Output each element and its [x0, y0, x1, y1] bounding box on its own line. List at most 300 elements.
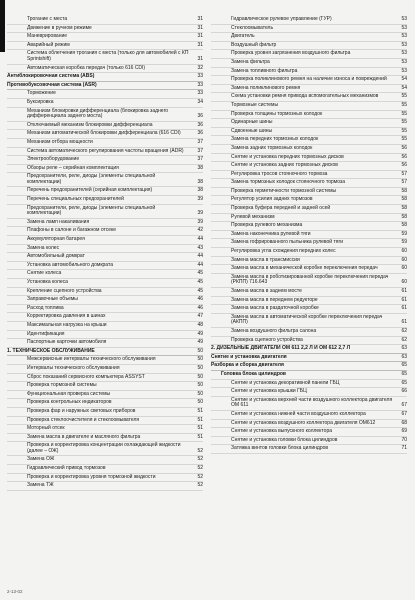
toc-entry-page: 53	[401, 24, 407, 31]
toc-entry-title: Автоматическая коробка передач (только 616 CDI)	[27, 64, 146, 71]
toc-entry-page: 38	[197, 187, 203, 194]
toc-entry-title: Отключаемый механизм блокировки дифференциала	[27, 121, 153, 128]
toc-entry	[7, 196, 203, 205]
toc-entry-title: Замена передних тормозных колодок	[231, 136, 319, 143]
toc-entry	[7, 227, 203, 236]
toc-entry	[7, 262, 203, 271]
toc-entry-page: 55	[401, 136, 407, 143]
toc-entry-title: Регулировка тросов стояночного тормоза	[231, 170, 328, 177]
toc-entry-page: 70	[401, 436, 407, 443]
toc-entry	[211, 16, 407, 25]
toc-entry-page: 66	[401, 388, 407, 395]
toc-entry	[7, 348, 203, 357]
toc-entry-title: Противобуксовочная система (ASR)	[7, 81, 97, 88]
toc-entry-title: Тормозные системы	[231, 101, 279, 108]
toc-entry-title: Интервалы технического обслуживания	[27, 364, 120, 371]
toc-entry-title: Проверка и корректировка уровня тормозной жидкости	[27, 473, 156, 480]
toc-entry-page: 45	[197, 287, 203, 294]
toc-entry-title: Функциональная проверка системы	[27, 390, 111, 397]
toc-entry-page: 33	[197, 81, 203, 88]
toc-entry-title: Проверка толщины тормозных колодок	[231, 110, 323, 117]
toc-entry-title: Проверка стеклоочистителя и стеклоомывателя	[27, 416, 140, 423]
toc-entry-page: 53	[401, 16, 407, 22]
toc-entry-title: Головка блока цилиндров	[221, 370, 286, 377]
toc-entry-title: Проверка фар и наружных световых приборов	[27, 407, 136, 414]
toc-entry-title: Крепление сцепного устройства	[27, 287, 102, 294]
toc-entry-page: 37	[197, 156, 203, 163]
toc-entry-title: Плафоны в салоне и багажном отсеке	[27, 227, 117, 234]
toc-entry-page: 51	[197, 433, 203, 440]
toc-entry	[211, 362, 407, 371]
toc-entry-title: Замена фильтра	[231, 58, 270, 65]
toc-entry-page: 55	[401, 93, 407, 100]
toc-entry-page: 67	[401, 402, 407, 409]
toc-entry	[7, 391, 203, 400]
toc-entry-title: Снятие и установка нижней части воздушного коллектора	[231, 410, 366, 417]
toc-entry-title: Замена масла в автоматической коробке переключения передач (АКПП)	[231, 313, 383, 326]
toc-entry-title: Гидравлическое рулевое управление (ГУР)	[231, 16, 332, 22]
toc-entry	[7, 382, 203, 391]
toc-entry	[7, 156, 203, 165]
toc-entry-title: Замена тормозных колодок стояночного тормоза	[231, 179, 345, 186]
toc-entry-title: Двигатель	[231, 33, 255, 40]
toc-entry-page: 33	[197, 73, 203, 80]
toc-entry	[7, 305, 203, 314]
toc-entry-title: Обзоры реле – серийная комплектация	[27, 164, 119, 171]
toc-entry	[7, 339, 203, 348]
toc-entry-page: 58	[401, 205, 407, 212]
toc-entry-page: 58	[401, 187, 407, 194]
toc-entry-page: 39	[197, 196, 203, 203]
toc-entry	[211, 411, 407, 420]
toc-entry-title: Корректировка давления в шинах	[27, 313, 106, 320]
toc-entry-page: 52	[197, 456, 203, 463]
toc-entry-page: 67	[401, 410, 407, 417]
toc-entry-title: Замена масла в переднем редукторе	[231, 296, 318, 303]
toc-entry	[7, 482, 203, 491]
toc-entry	[7, 417, 203, 426]
toc-entry-page: 52	[197, 447, 203, 454]
toc-entry	[211, 196, 407, 205]
toc-entry-page: 53	[401, 67, 407, 74]
toc-entry-page: 52	[197, 482, 203, 489]
toc-entry-title: Стеклоомыватель	[231, 24, 274, 31]
toc-entry-title: Одинарные шины	[231, 119, 273, 126]
toc-entry-page: 55	[401, 110, 407, 117]
toc-entry-page: 59	[401, 239, 407, 246]
toc-entry-title: Моторный отсек	[27, 425, 65, 432]
toc-entry-page: 53	[401, 41, 407, 48]
toc-entry-page: 57	[401, 170, 407, 177]
toc-entry-page: 51	[197, 416, 203, 423]
toc-entry	[211, 59, 407, 68]
toc-entry	[7, 236, 203, 245]
toc-entry-page: 60	[401, 248, 407, 255]
toc-entry-page: 56	[401, 144, 407, 151]
toc-entry-title: Замена задних тормозных колодок	[231, 144, 313, 151]
toc-entry	[7, 322, 203, 331]
toc-entry-page: 44	[197, 236, 203, 243]
toc-entry-title: Проверка герметичности тормозной системы	[231, 187, 337, 194]
toc-entry-page: 46	[197, 296, 203, 303]
toc-entry-title: Замена масла в заднем мосте	[231, 288, 302, 294]
toc-entry-title: Антиблокировочная система (ABS)	[7, 73, 95, 80]
toc-entry	[211, 111, 407, 120]
toc-entry	[211, 337, 407, 346]
toc-entry-title: Аварийный режим	[27, 41, 70, 48]
toc-entry	[211, 102, 407, 111]
toc-entry-title: Снятие и установка передних тормозных дисков	[231, 153, 344, 160]
toc-entry	[211, 239, 407, 248]
toc-entry-title: Идентификация	[27, 330, 65, 337]
toc-entry-title: Механизм автоматической блокировки дифференциала (616 CDI)	[27, 130, 181, 137]
toc-entry-title: Проверка рулевого механизма	[231, 222, 303, 229]
toc-entry	[211, 128, 407, 137]
toc-entry-page: 37	[197, 138, 203, 145]
toc-entry	[7, 82, 203, 91]
toc-entry-page: 37	[197, 147, 203, 154]
toc-entry	[211, 50, 407, 59]
toc-entry-page: 62	[401, 327, 407, 334]
toc-entry-title: Замена ТЖ	[27, 482, 54, 489]
toc-entry-title: Схема установки ремня привода вспомогательных механизмов	[231, 93, 379, 100]
toc-entry-title: Движение в ручном режиме	[27, 24, 92, 31]
toc-entry-page: 65	[401, 370, 407, 377]
toc-entry-page: 36	[197, 121, 203, 128]
toc-entry-page: 68	[401, 419, 407, 426]
toc-entry-page: 38	[197, 164, 203, 171]
toc-entry	[211, 371, 407, 380]
toc-entry	[211, 297, 407, 306]
toc-entry-title: Проверка сцепного устройства	[231, 336, 303, 343]
toc-entry	[211, 222, 407, 231]
toc-entry	[7, 173, 203, 187]
toc-entry-title: 2. ДИЗЕЛЬНЫЕ ДВИГАТЕЛИ ОМ 611 2,2 Л И ОМ 612 2,7 Л	[211, 345, 351, 352]
toc-entry-title: Электрооборудование	[27, 156, 80, 163]
toc-entry-title: Проверка поликлинового ремня на наличие износа и повреждений	[231, 76, 387, 83]
toc-entry	[7, 219, 203, 228]
toc-entry	[211, 33, 407, 42]
toc-entry-page: 60	[401, 256, 407, 263]
toc-entry-page: 58	[401, 196, 407, 203]
toc-right-column	[211, 16, 407, 454]
toc-entry	[7, 108, 203, 122]
toc-entry	[211, 162, 407, 171]
toc-entry-title: Снятие и установка головки блока цилиндров	[231, 436, 338, 443]
toc-entry-page: 65	[401, 379, 407, 386]
toc-entry-title: Буксировка	[27, 98, 54, 105]
toc-entry	[7, 130, 203, 139]
toc-entry	[211, 136, 407, 145]
toc-entry-title: Проверка контрольных индикаторов	[27, 399, 112, 406]
toc-entry	[7, 434, 203, 443]
toc-entry-page: 51	[197, 407, 203, 414]
toc-entry	[7, 33, 203, 42]
toc-entry-title: Замена масла в двигателе и масляного фильтра	[27, 433, 141, 440]
toc-entry-title: Торможение	[27, 90, 56, 97]
toc-entry	[7, 16, 203, 25]
toc-entry-page: 58	[401, 222, 407, 229]
toc-entry	[211, 188, 407, 197]
toc-entry-title: Аккумуляторная батарея	[27, 236, 85, 243]
toc-entry	[211, 397, 407, 411]
toc-entry-title: Гидравлический привод тормозов	[27, 465, 106, 472]
toc-entry	[7, 187, 203, 196]
toc-entry-page: 52	[197, 473, 203, 480]
toc-entry	[7, 425, 203, 434]
toc-entry	[7, 442, 203, 456]
toc-entry-page: 31	[197, 41, 203, 48]
toc-entry-title: 1. ТЕХНИЧЕСКОЕ ОБСЛУЖИВАНИЕ	[7, 347, 95, 354]
toc-entry-page: 55	[401, 127, 407, 134]
toc-entry-page: 36	[197, 130, 203, 137]
toc-entry-title: Снятие и установка двигателя	[211, 353, 287, 360]
toc-entry	[7, 165, 203, 174]
toc-entry-title: Механизм блокировки дифференциала (блокировка заднего дифференциала заднего моста)	[27, 107, 169, 120]
toc-entry-title: Проверка буфера передней и задней осей	[231, 205, 331, 212]
toc-entry-page: 53	[401, 33, 407, 40]
toc-entry-page: 38	[197, 178, 203, 185]
toc-entry-title: Установка колеса	[27, 279, 68, 285]
toc-entry-title: Замена ОЖ	[27, 456, 55, 463]
toc-entry	[211, 179, 407, 188]
page-edge-tab	[0, 0, 5, 52]
toc-entry	[7, 253, 203, 262]
toc-entry	[7, 279, 203, 288]
toc-entry-title: Система облегчения трогания с места (только для автомобилей с КП Sprintshift)	[27, 50, 189, 62]
toc-entry	[211, 154, 407, 163]
toc-entry-page: 62	[401, 336, 407, 343]
toc-entry-title: Межсервисные интервалы технического обслуживания	[27, 356, 156, 363]
toc-entry-page: 63	[401, 345, 407, 352]
toc-entry	[7, 408, 203, 417]
toc-entry	[211, 119, 407, 128]
toc-entry	[211, 288, 407, 297]
toc-entry-page: 63	[401, 353, 407, 360]
toc-entry	[211, 42, 407, 51]
toc-entry	[211, 305, 407, 314]
toc-entry-title: Замена топливного фильтра	[231, 67, 298, 74]
toc-entry-title: Замена масла в трансмиссии	[231, 256, 300, 263]
toc-entry-page: 53	[401, 50, 407, 57]
toc-entry-title: Перечень специальных предохранителей	[27, 196, 124, 203]
toc-entry-page: 50	[197, 356, 203, 363]
toc-entry-page: 31	[197, 55, 203, 62]
toc-entry-title: Максимальная нагрузка на крыши	[27, 321, 107, 328]
toc-entry-title: Расход топлива	[27, 304, 64, 311]
toc-entry	[7, 99, 203, 108]
toc-entry-page: 33	[197, 90, 203, 97]
toc-entry	[211, 171, 407, 180]
toc-left-column	[7, 16, 203, 491]
toc-entry-page: 45	[197, 279, 203, 285]
toc-entry	[211, 68, 407, 77]
toc-entry-title: Трогание с места	[27, 16, 68, 22]
toc-entry	[211, 205, 407, 214]
toc-entry-page: 57	[401, 179, 407, 186]
toc-entry-title: Установка автомобильного домкрата	[27, 261, 113, 268]
toc-entry-page: 45	[197, 270, 203, 277]
toc-entry-page: 32	[197, 64, 203, 71]
toc-entry-page: 65	[401, 362, 407, 369]
toc-entry-page: 71	[401, 445, 407, 452]
toc-entry-title: Регулировка угла схождения передних колес	[231, 248, 336, 255]
toc-entry	[211, 437, 407, 446]
toc-entry	[211, 380, 407, 389]
toc-entry-page: 56	[401, 162, 407, 169]
toc-entry-page: 31	[197, 33, 203, 40]
toc-entry-page: 50	[197, 373, 203, 380]
toc-entry-title: Снятие и установка выпускного коллектора	[231, 428, 333, 435]
toc-entry	[211, 257, 407, 266]
toc-entry-title: Сброс показаний сервисного компьютера ASSYST	[27, 373, 145, 380]
toc-entry-page: 44	[197, 253, 203, 260]
toc-entry-title: Воздушный фильтр	[231, 41, 277, 48]
toc-entry-title: Снятие и установка крышки ГБЦ	[231, 388, 307, 395]
toc-entry	[211, 76, 407, 85]
toc-entry-title: Замена масла в роботизированной коробке переключения передач (РКПП) 716.643	[231, 273, 389, 286]
toc-entry-title: Снятие и установка воздушного коллектора двигателя ОМ612	[231, 419, 376, 426]
toc-entry-page: 54	[401, 84, 407, 91]
toc-entry-page: 56	[401, 153, 407, 160]
toc-entry	[211, 25, 407, 34]
toc-entry-page: 60	[401, 265, 407, 272]
toc-entry-title: Заправочные объемы	[27, 296, 78, 303]
toc-entry	[7, 148, 203, 157]
toc-entry	[211, 214, 407, 223]
toc-entry-page: 34	[197, 98, 203, 105]
toc-entry	[7, 365, 203, 374]
toc-entry-page: 49	[197, 339, 203, 346]
toc-entry-page: 31	[197, 24, 203, 31]
toc-entry-title: Затяжка винтов головки блока цилиндров	[231, 445, 329, 452]
toc-entry-page: 43	[197, 244, 203, 251]
toc-entry	[211, 445, 407, 454]
toc-entry-page: 61	[401, 305, 407, 312]
toc-entry	[7, 456, 203, 465]
toc-entry-page: 51	[197, 425, 203, 432]
toc-entry	[211, 388, 407, 397]
toc-entry-page: 39	[197, 218, 203, 225]
toc-entry-title: Система автоматического регулирования частоты вращения (ADR)	[27, 147, 184, 154]
toc-entry	[7, 245, 203, 254]
toc-entry	[211, 345, 407, 354]
toc-entry-page: 50	[197, 390, 203, 397]
toc-entry-title: Замена ламп накаливания	[27, 218, 90, 225]
toc-entry-page: 39	[197, 210, 203, 217]
toc-entry-page: 61	[401, 319, 407, 326]
toc-entry-page: 49	[197, 330, 203, 337]
toc-entry-title: Проверка тормозной системы	[27, 382, 97, 389]
toc-entry-title: Замена масла в раздаточной коробке	[231, 305, 319, 312]
toc-entry-page: 52	[197, 465, 203, 472]
toc-entry	[7, 331, 203, 340]
toc-entry-page: 61	[401, 288, 407, 294]
toc-entry-title: Регулятор усилия задних тормозов	[231, 196, 313, 203]
toc-entry	[7, 90, 203, 99]
toc-entry-title: Сдвоенные шины	[231, 127, 273, 134]
toc-entry-title: Замена масла в механической коробке переключения передач	[231, 265, 378, 272]
toc-entry-page: 47	[197, 313, 203, 320]
toc-entry-page: 46	[197, 304, 203, 311]
toc-entry-title: Снятие и установка задних тормозных дисков	[231, 162, 338, 169]
toc-entry-page: 69	[401, 428, 407, 435]
toc-entry-page: 61	[401, 296, 407, 303]
toc-entry	[7, 288, 203, 297]
toc-entry-title: Предохранители, реле, диоды (элементы специальной комплектации)	[27, 173, 156, 185]
toc-entry	[211, 274, 407, 288]
toc-entry-page: 50	[197, 347, 203, 354]
toc-entry	[211, 265, 407, 274]
toc-entry	[211, 420, 407, 429]
toc-entry-title: Замена наконечника рулевой тяги	[231, 230, 311, 237]
toc-entry-page: 55	[401, 101, 407, 108]
toc-entry	[7, 270, 203, 279]
toc-entry-page: 53	[401, 58, 407, 65]
toc-entry-page: 60	[401, 279, 407, 286]
toc-entry-title: Маневрирование	[27, 33, 68, 40]
toc-entry-title: Перечень предохранителей (серийная комплектация)	[27, 187, 153, 194]
toc-entry	[211, 314, 407, 328]
toc-entry-title: Замена гофрированного пыльника рулевой тяги	[231, 239, 344, 246]
toc-entry-title: Автомобильный домкрат	[27, 253, 85, 260]
toc-entry-title: Снятие и установка верхней части воздушного коллектора двигателя ОМ 611	[231, 396, 393, 409]
toc-entry	[7, 474, 203, 483]
toc-entry	[7, 356, 203, 365]
toc-entry-page: 42	[197, 227, 203, 234]
toc-entry	[211, 428, 407, 437]
toc-entry	[211, 85, 407, 94]
toc-entry-page: 36	[197, 113, 203, 120]
toc-entry-page: 50	[197, 399, 203, 406]
toc-entry	[211, 328, 407, 337]
toc-entry-title: Снятие и установка декоративной панели ГБЦ	[231, 379, 340, 386]
toc-entry-page: 54	[401, 76, 407, 83]
toc-entry-title: Механизм отбора мощности	[27, 138, 93, 145]
toc-entry-title: Снятие колеса	[27, 270, 62, 277]
page-footer-code: 2-13-02	[7, 589, 23, 594]
toc-entry	[7, 25, 203, 34]
toc-entry-title: Проверка и корректировка концентрации охлаждающей жидкости (далее – ОЖ)	[27, 442, 181, 454]
toc-entry	[7, 399, 203, 408]
toc-entry-page: 50	[197, 382, 203, 389]
toc-entry-page: 55	[401, 119, 407, 126]
toc-entry	[7, 374, 203, 383]
toc-entry-page: 50	[197, 364, 203, 371]
toc-entry	[7, 65, 203, 74]
toc-entry-title: Замена воздушного фильтра салона	[231, 327, 317, 334]
toc-entry	[7, 205, 203, 219]
toc-entry-page: 59	[401, 230, 407, 237]
toc-entry-title: Предохранители, реле, диоды (элементы специальной комплектации)	[27, 204, 156, 217]
toc-entry-title: Замена колес	[27, 244, 60, 251]
toc-entry-title: Разборка и сборка двигателя	[211, 362, 284, 369]
toc-entry	[7, 465, 203, 474]
toc-entry-title: Проверка уровня загрязнения воздушного фильтра	[231, 50, 351, 57]
toc-entry	[7, 296, 203, 305]
toc-entry-page: 58	[401, 213, 407, 220]
toc-entry	[7, 50, 203, 64]
toc-entry	[7, 73, 203, 82]
toc-entry	[7, 139, 203, 148]
toc-entry-page: 44	[197, 261, 203, 268]
toc-entry	[211, 145, 407, 154]
toc-entry	[7, 313, 203, 322]
toc-entry-page: 48	[197, 321, 203, 328]
toc-entry-title: Паспортные карточки автомобиля	[27, 339, 107, 346]
toc-entry	[211, 248, 407, 257]
toc-entry-title: Замена поликлинового ремня	[231, 84, 301, 91]
